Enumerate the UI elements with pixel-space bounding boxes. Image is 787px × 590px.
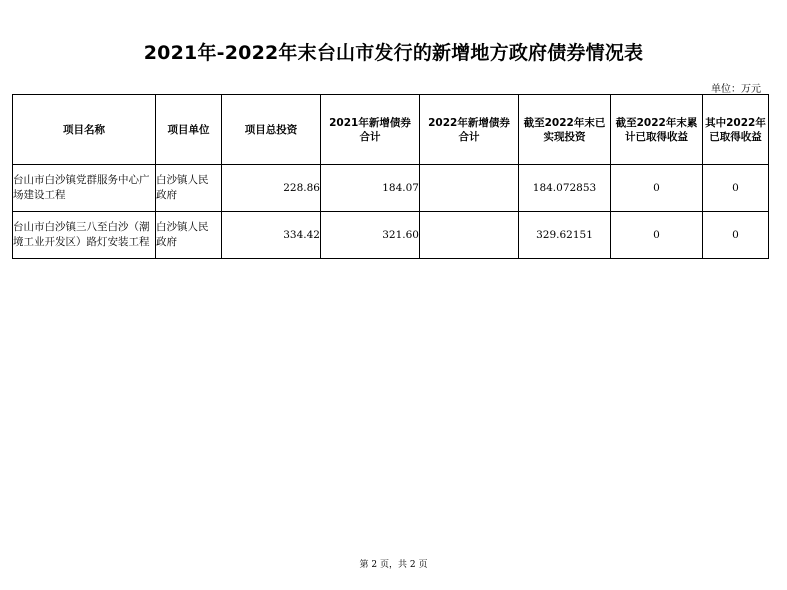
cell-total-investment: 334.42 <box>222 212 321 259</box>
cell-project-unit: 白沙镇人民 政府 <box>156 212 222 259</box>
page-title: 2021年-2022年末台山市发行的新增地方政府债券情况表 <box>143 42 644 64</box>
cell-project-name: 台山市白沙镇党群服务中心广 场建设工程 <box>13 165 156 212</box>
col-header-bond-2021: 2021年新增债券 合计 <box>321 95 420 165</box>
col-header-bond-2022: 2022年新增债券 合计 <box>420 95 519 165</box>
cell-cumulative-income: 0 <box>611 165 703 212</box>
unit-label: 单位：万元 <box>711 84 761 95</box>
cell-income-2022: 0 <box>703 165 769 212</box>
cell-project-name: 台山市白沙镇三八至白沙（潮 境工业开发区）路灯安装工程 <box>13 212 156 259</box>
cell-invested: 184.072853 <box>519 165 611 212</box>
col-header-cumulative-income: 截至2022年末累 计已取得收益 <box>611 95 703 165</box>
col-header-invested: 截至2022年末已 实现投资 <box>519 95 611 165</box>
cell-bond-2021: 321.60 <box>321 212 420 259</box>
col-header-project-name: 项目名称 <box>13 95 156 165</box>
cell-project-unit: 白沙镇人民 政府 <box>156 165 222 212</box>
bond-table <box>12 94 769 259</box>
table-row <box>13 165 769 212</box>
col-header-income-2022: 其中2022年 已取得收益 <box>703 95 769 165</box>
cell-cumulative-income: 0 <box>611 212 703 259</box>
cell-total-investment: 228.86 <box>222 165 321 212</box>
cell-income-2022: 0 <box>703 212 769 259</box>
cell-bond-2022 <box>420 165 519 212</box>
cell-bond-2022 <box>420 212 519 259</box>
col-header-project-unit: 项目单位 <box>156 95 222 165</box>
col-header-total-investment: 项目总投资 <box>222 95 321 165</box>
header-row <box>13 95 769 165</box>
page-number: 第 2 页，共 2 页 <box>359 560 428 570</box>
table-row <box>13 212 769 259</box>
cell-bond-2021: 184.07 <box>321 165 420 212</box>
cell-invested: 329.62151 <box>519 212 611 259</box>
